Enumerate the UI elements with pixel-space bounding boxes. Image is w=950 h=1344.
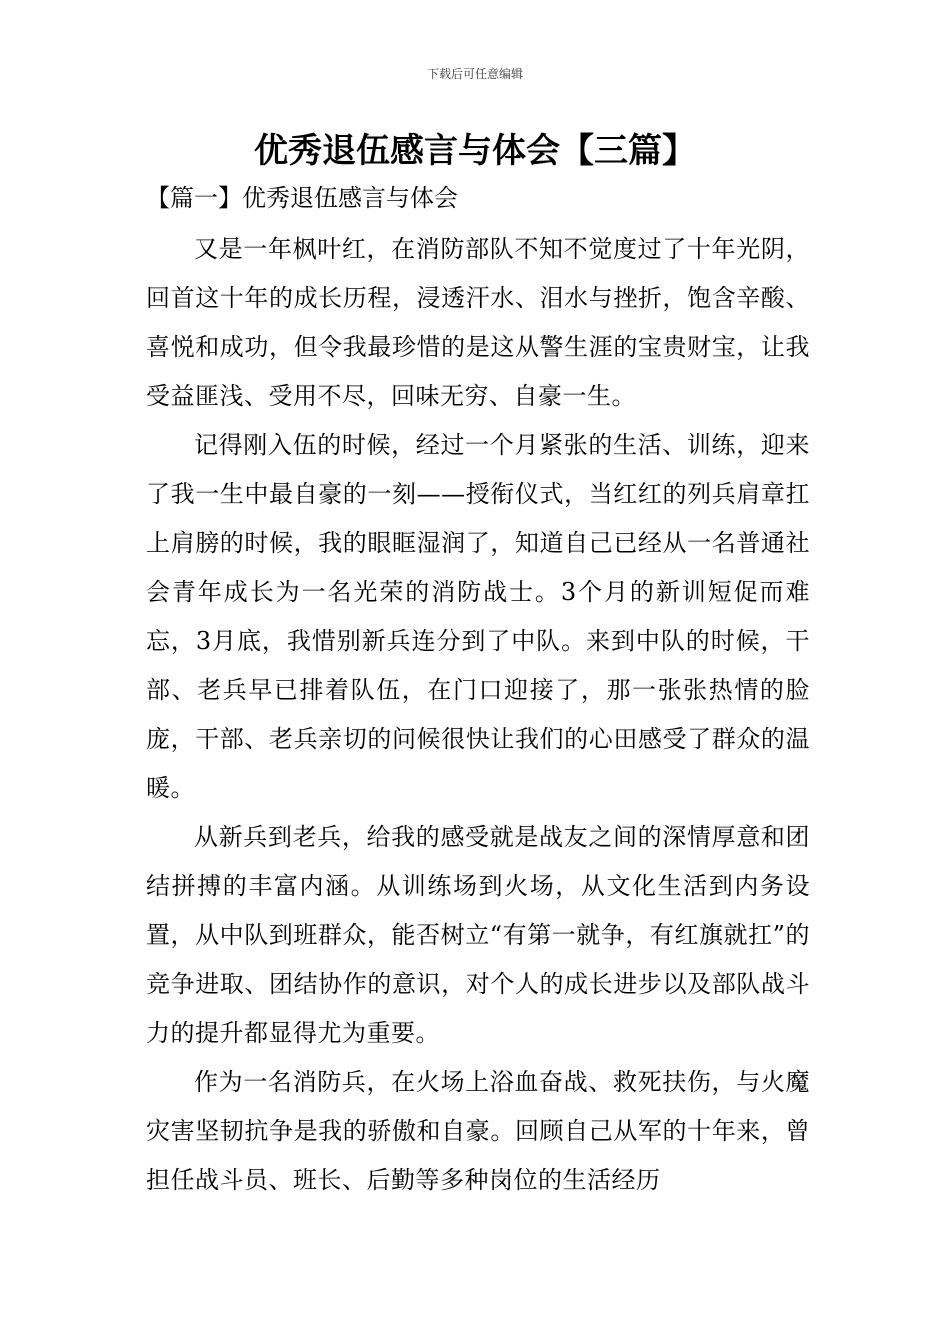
paragraph-2: 记得刚入伍的时候，经过一个月紧张的生活、训练，迎来了我一生中最自豪的一刻——授衔仪式，当红红的列兵肩章扛上肩膀的时候，我的眼眶湿润了，知道自己已经从一名普通社会青年成长为一名光荣的消防战士。3个月的新训短促而难忘，3月底，我惜别新兵连分到了中队。来到中队的时候，干部、老兵早已排着队伍，在门口迎接了，那一张张热情的脸庞，干部、老兵亲切的问候很快让我们的心田感受了群众的温暖。	[146, 431, 810, 802]
paragraph-1: 又是一年枫叶红，在消防部队不知不觉度过了十年光阴，回首这十年的成长历程，浸透汗水、泪水与挫折，饱含辛酸、喜悦和成功，但令我最珍惜的是这从警生涯的宝贵财宝，让我受益匪浅、受用不尽，回味无穷、自豪一生。	[146, 235, 810, 410]
header-note: 下载后可任意编辑	[426, 67, 523, 81]
paragraph-3: 从新兵到老兵，给我的感受就是战友之间的深情厚意和团结拼搏的丰富内涵。从训练场到火场，从文化生活到内务设置，从中队到班群众，能否树立“有第一就争，有红旗就扛”的竞争进取、团结协作的意识，对个人的成长进步以及部队战斗力的提升都显得尤为重要。	[146, 823, 810, 1047]
page-title: 优秀退伍感言与体会【三篇】	[254, 131, 696, 171]
section-heading: 【篇一】优秀退伍感言与体会	[146, 184, 458, 212]
paragraph-4: 作为一名消防兵，在火场上浴血奋战、救死扶伤，与火魔灾害坚韧抗争是我的骄傲和自豪。回顾自己从军的十年来，曾担任战斗员、班长、后勤等多种岗位的生活经历	[146, 1068, 810, 1194]
document-body	[146, 225, 810, 1205]
